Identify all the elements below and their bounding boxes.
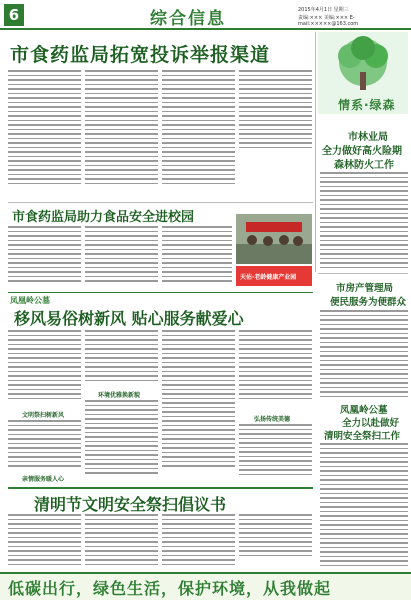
fengyang-subhead-3: 亲情服务暖人心 (22, 476, 65, 483)
fengyang-col-2-top (85, 330, 158, 388)
school-photo (236, 214, 312, 264)
fengyang-col-1-mid (8, 420, 81, 472)
side-3-headline-3: 清明安全祭扫工作 (324, 431, 401, 442)
side-1-headline-3: 森林防火工作 (334, 160, 394, 171)
page-number: 6 (4, 4, 24, 26)
fengyang-col-2-bottom (85, 400, 158, 484)
fengyang-col-3 (162, 330, 235, 484)
top-headline: 市食药监局拓宽投诉举报渠道 (10, 44, 271, 66)
sidebar-divider (315, 32, 316, 272)
school-col-2 (85, 226, 158, 288)
side-3-body (320, 443, 408, 567)
issue-date: 2015年4月1日 星期三 (298, 7, 349, 13)
school-headline: 市食药监局助力食品安全进校园 (12, 210, 195, 225)
top-article-col-2 (85, 70, 158, 200)
side-2-headline-2: 便民服务为便群众 (330, 297, 407, 308)
fengyang-col-4-bottom (239, 424, 312, 484)
divider-school (8, 202, 313, 203)
school-photo-image (236, 214, 312, 264)
fengyang-col-1-top (8, 330, 81, 408)
fengyang-subhead-2: 环境优雅换新貌 (98, 392, 141, 399)
side-1-body (320, 172, 408, 268)
divider-side-2 (318, 273, 408, 274)
section-title: 综合信息 (150, 9, 226, 29)
side-3-headline-1: 凤凰岭公墓 (340, 405, 388, 416)
footer-slogan: 低碳出行，绿色生活，保护环境，从我做起 (8, 579, 332, 598)
side-1-headline-2: 全力做好高火险期 (322, 146, 402, 157)
school-col-1 (8, 226, 81, 288)
ad-label: 天佑·老龄健康产业园 (240, 274, 297, 281)
divider-qingming (8, 487, 313, 489)
side-1-headline-1: 市林业局 (348, 132, 388, 143)
qingming-col-2 (85, 514, 158, 570)
fengyang-kicker: 凤凰岭公墓 (10, 296, 50, 305)
fengyang-subhead-4: 弘扬传统美德 (254, 416, 291, 423)
qingming-col-3 (162, 514, 235, 570)
fengyang-col-4-top (239, 330, 312, 412)
divider-fengyang (8, 292, 313, 293)
side-2-headline-1: 市房产管理局 (336, 283, 394, 294)
top-article-col-1 (8, 70, 81, 200)
qingming-col-4 (239, 514, 312, 570)
sidebar-logo-text: 情系·绿森 (338, 98, 396, 112)
editor-info: 责编:××× 美编:××× E-mail:×××××@163.com (298, 15, 359, 27)
side-2-body (320, 310, 408, 400)
side-3-headline-2: 全力以赴做好 (342, 418, 400, 429)
qingming-headline: 清明节文明安全祭扫倡议书 (34, 495, 227, 514)
tree-logo-icon (318, 32, 408, 96)
top-article-col-4 (239, 70, 312, 200)
qingming-col-1 (8, 514, 81, 570)
top-article-col-3 (162, 70, 235, 200)
fengyang-headline: 移风易俗树新风 贴心服务献爱心 (14, 309, 244, 328)
school-col-3 (162, 226, 232, 288)
fengyang-subhead-1: 文明祭扫树新风 (22, 412, 65, 419)
